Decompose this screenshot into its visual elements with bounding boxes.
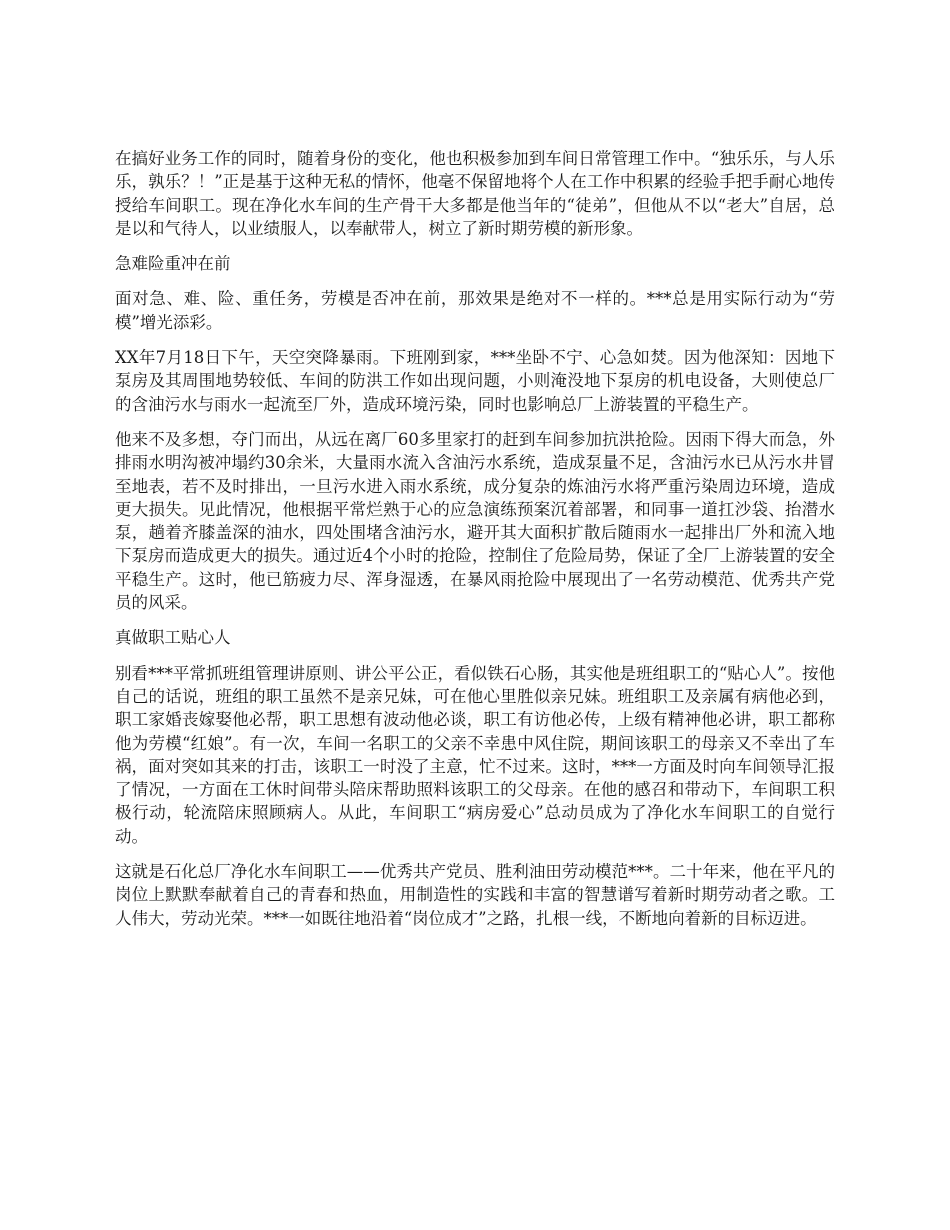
paragraph-conclusion: 这就是石化总厂净化水车间职工——优秀共产党员、胜利油田劳动模范***。二十年来，他在平凡的岗位上默默奉献着自己的青春和热血，用制造性的实践和丰富的智慧谱写着新时期劳动者之歌。工人伟大，劳动光荣。***一如既往地沿着“岗位成才”之路，扎根一线，不断地向着新的目标迈进。 bbox=[115, 862, 835, 928]
paragraph-emergency-intro: 面对急、难、险、重任务，劳模是否冲在前，那效果是绝对不一样的。***总是用实际行动为“劳模”增光添彩。 bbox=[115, 289, 835, 332]
paragraph-flood-rescue: 他来不及多想，夺门而出，从远在离厂60多里家打的赶到车间参加抗洪抢险。因雨下得大而急，外排雨水明沟被冲塌约30余米，大量雨水流入含油污水系统，造成泵量不足，含油污水已从污水井冒至地表，若不及时排出，一旦污水进入雨水系统，成分复杂的炼油污水将严重污染周边环境，造成更大损失。见此情况，他根据平常烂熟于心的应急演练预案沉着部署，和同事一道扛沙袋、抬潜水泵，趟着齐膝盖深的油水，四处围堵含油污水，避开其大面积扩散后随雨水一起排出厂外和流入地下泵房而造成更大的损失。通过近4个小时的抢险，控制住了危险局势，保证了全厂上游装置的安全平稳生产。这时，他已筋疲力尽、浑身湿透，在暴风雨抢险中展现出了一名劳动模范、优秀共产党员的风采。 bbox=[115, 429, 835, 613]
paragraph-caring: 别看***平常抓班组管理讲原则、讲公平公正，看似铁石心肠，其实他是班组职工的“贴心人”。按他自己的话说，班组的职工虽然不是亲兄妹，可在他心里胜似亲兄妹。班组职工及亲属有病他必到，职工家婚丧嫁娶他必帮，职工思想有波动他必谈，职工有访他必传，上级有精神他必讲，职工都称他为劳模“红娘”。有一次，车间一名职工的父亲不幸患中风住院，期间该职工的母亲又不幸出了车祸，面对突如其来的打击，该职工一时没了主意，忙不过来。这时，***一方面及时向车间领导汇报了情况，一方面在工休时间带头陪床帮助照料该职工的父母亲。在他的感召和带动下，车间职工积极行动，轮流陪床照顾病人。从此，车间职工“病房爱心”总动员成为了净化水车间职工的自觉行动。 bbox=[115, 663, 835, 846]
paragraph-rainstorm: XX年7月18日下午，天空突降暴雨。下班刚到家，***坐卧不宁、心急如焚。因为他深知：因地下泵房及其周围地势较低、车间的防洪工作如出现问题，小则淹没地下泵房的机电设备，大则使总厂的含油污水与雨水一起流至厂外，造成环境污染，同时也影响总厂上游装置的平稳生产。 bbox=[115, 348, 835, 414]
paragraph-management-role: 在搞好业务工作的同时，随着身份的变化，他也积极参加到车间日常管理工作中。“独乐乐，与人乐乐，孰乐？！”正是基于这种无私的情怀，他毫不保留地将个人在工作中积累的经验手把手耐心地传授给车间职工。现在净化水车间的生产骨干大多都是他当年的“徒弟”，但他从不以“老大”自居，总是以和气待人，以业绩服人，以奉献带人，树立了新时期劳模的新形象。 bbox=[115, 149, 835, 238]
section-heading-caring: 真做职工贴心人 bbox=[115, 628, 231, 648]
section-heading-emergency: 急难险重冲在前 bbox=[115, 254, 231, 274]
document-body bbox=[115, 147, 835, 942]
